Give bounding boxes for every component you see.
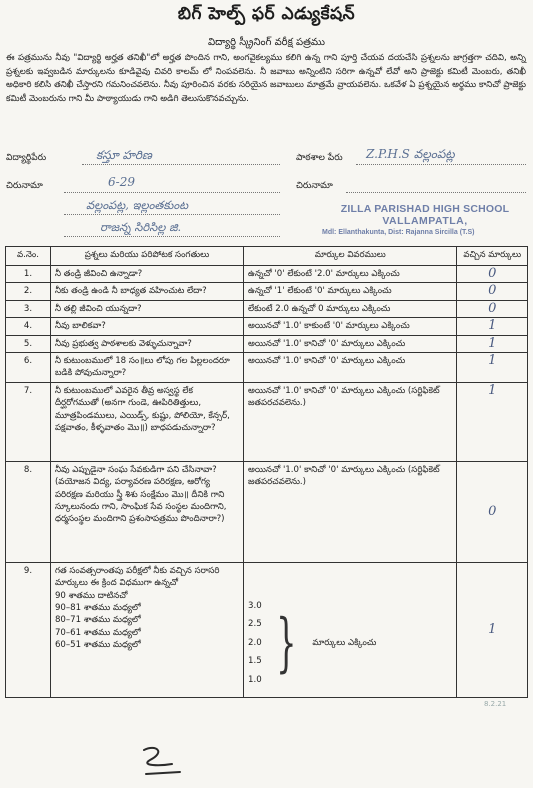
row-score[interactable]: 1 (457, 318, 528, 335)
stamp-village: VALLAMPATLA, (382, 215, 468, 227)
table-row (6, 353, 528, 383)
mark-value: 3.0 (248, 600, 262, 611)
stamp-district: Mdl: Ellanthakunta, Dist: Rajanna Sircilla (T.S) (322, 229, 475, 236)
row-score[interactable]: 0 (457, 266, 528, 283)
school-name-line (356, 164, 526, 165)
table-row (6, 300, 528, 317)
address-value-1[interactable]: 6-29 (108, 175, 135, 189)
row-marks-rule: అయినచో '1.0' కానిచో '0' మార్కులు ఎక్కించు (244, 353, 457, 383)
marks-label: మార్కులు ఎక్కించు (312, 637, 377, 648)
curly-brace-icon: } (275, 606, 297, 681)
row-score[interactable]: 1 (457, 562, 528, 697)
table-row (6, 318, 528, 335)
range-item: 90 శాతము దాటినచో (54, 590, 128, 601)
row-marks-rule: అయినచో '1.0' కానిచో '0' మార్కులు ఎక్కించు (సర్టిఫికెట్ జతపరచవలెను.) (244, 461, 457, 562)
row-score[interactable]: 0 (457, 461, 528, 562)
header-marks-obtained: వచ్చిన మార్కులు (457, 247, 528, 266)
row-question-intro: గత సంవత్సరాంతపు పరీక్షలో నీకు వచ్చిన సరాసరి మార్కులు ఈ క్రింద విధముగా ఉన్నచో (54, 565, 220, 589)
row-marks-rule: అయినచో '1.0' కాకుంటే '0' మార్కులు ఎక్కించు (244, 318, 457, 335)
stamp-school-name: ZILLA PARISHAD HIGH SCHOOL (340, 203, 510, 215)
form-subtitle: విద్యార్థి స్క్రీనింగ్ వరీక్ష పత్రము (208, 37, 325, 48)
table-row (6, 335, 528, 352)
row-number: 4. (6, 318, 51, 335)
range-item: 80–71 శాతము మధ్యలో (54, 615, 141, 626)
table-row (6, 283, 528, 300)
row-marks-rule: అయినచో '1.0' కానిచో '0' మార్కులు ఎక్కించు (244, 335, 457, 352)
signature-mark (136, 744, 196, 784)
row-marks-rule: ఉన్నచో '0' లేకుంటే '2.0' మార్కులు ఎక్కించు (244, 266, 457, 283)
row-score[interactable]: 0 (457, 300, 528, 317)
row-number: 2. (6, 283, 51, 300)
row-number: 6. (6, 353, 51, 383)
school-address-label: చిరునామా (296, 181, 333, 191)
table-header-row (6, 247, 528, 266)
row-question-9 (50, 562, 243, 697)
row-number: 3. (6, 300, 51, 317)
row-question: నీ కుటుంబములో 18 సం॥లు లోపు గల పిల్లలందరూ బడికి పోవుచున్నారా? (50, 353, 243, 383)
row-question: నీ కుటుంబములో ఎవరైన తీవ్ర అస్వస్థ లేక దీర్ఘరోగముతో (అనగా గుండె, ఊపిరితిత్తులు, మూత్రపిండములు, ఎయిడ్స్, కుష్టు, పోలియో, కేన్సర్, పక్షవాతం, కీళ్ళవాతం మొ॥) బాధపడుచున్నారా? (50, 382, 243, 461)
questions-table (5, 246, 528, 698)
mark-value: 2.0 (248, 637, 262, 648)
marks-values (248, 597, 262, 690)
range-item: 70–61 శాతము మధ్యలో (54, 627, 141, 638)
table-row (6, 461, 528, 562)
table-row (6, 266, 528, 283)
school-name-value[interactable]: Z.P.H.S వల్లంపట్ల (366, 147, 455, 161)
mark-value: 1.0 (248, 674, 262, 685)
row-number: 8. (6, 461, 51, 562)
row-score[interactable]: 1 (457, 335, 528, 352)
row-marks-rule: ఉన్నచో '1' లేకుంటే '0' మార్కులు ఎక్కించు (244, 283, 457, 300)
school-name-label: పాఠశాల పేరు (296, 153, 343, 163)
row-marks-rule: అయినచో '1.0' కానిచో '0' మార్కులు ఎక్కించు (సర్టిఫికెట్ జతపరచవలెను.) (244, 382, 457, 461)
row-question: నీవు ప్రభుత్వ పాఠశాలకు వెళ్ళుచున్నావా? (50, 335, 243, 352)
row-question: నీ తండ్రి జీవించి ఉన్నాడా? (50, 266, 243, 283)
row-score[interactable]: 1 (457, 382, 528, 461)
row-score[interactable]: 1 (457, 353, 528, 383)
row-marks-rule: లేకుంటే 2.0 ఉన్నచో 0 మార్కులు ఎక్కించు (244, 300, 457, 317)
row-question: నీవు బాలికవా? (50, 318, 243, 335)
row-question: నీ తల్లి జీవించి యున్నదా? (50, 300, 243, 317)
row-number: 5. (6, 335, 51, 352)
mark-value: 1.5 (248, 656, 262, 667)
address-label: చిరునామా (6, 181, 43, 191)
row-number: 1. (6, 266, 51, 283)
row-score[interactable]: 0 (457, 283, 528, 300)
mark-value: 2.5 (248, 619, 262, 630)
corner-date-note: 8.2.21 (484, 700, 507, 708)
table-row (6, 562, 528, 697)
form-title: బిగ్ హెల్ప్ ఫర్ ఎడ్యుకేషన్ (177, 4, 356, 24)
row-question: నీవు ఎప్పుడైనా సంఘ సేవకుడిగా పని చేసినావా? (వయోజన విద్య, పర్యావరణ పరిరక్షణ, ఆరోగ్య పరిరక్షణ మరియు స్త్రీ శిశు సంక్షేమం మొ॥ దీనికి గాని స్కూలునందు గాని, సాంఘిక సేవ సంస్థల మందిగాని, ధర్మసంస్థల మందిగాని ప్రశంసాపత్రము పొందినారా?) (50, 461, 243, 562)
address-line-1 (64, 192, 280, 193)
header-question: ప్రశ్నలు మరియు పరిపోటక సంగతులు (50, 247, 243, 266)
row-question: నీకు తండ్రి ఉండి నీ బాధ్యత వహించుట లేదా? (50, 283, 243, 300)
address-value-3[interactable]: రాజన్న సిరిసిల్ల జి. (100, 220, 182, 234)
school-address-line (346, 192, 526, 193)
marks-range-group (248, 597, 452, 690)
row-marks-rule-9 (244, 562, 457, 697)
header-serial: వ.నెం. (6, 247, 51, 266)
student-name-value[interactable]: కస్తూ హరిణ (96, 148, 152, 162)
student-name-label: విద్యార్థిపేరు (6, 153, 47, 163)
row-number: 9. (6, 562, 51, 697)
table-row (6, 382, 528, 461)
range-item: 60–51 శాతము మధ్యలో (54, 640, 141, 651)
instructions-paragraph: ఈ పత్రమును నీవు "విద్యార్థి అర్హత తనిఖీ"లో అర్హత పొందిన గాని, అంగవైకల్యము కలిగి ఉన్న గాని పూర్తి చేయవ దయచేసి ప్రశ్నలను జాగ్రత్తగా చదివి, అన్ని ప్రశ్నలకు ఇవ్వబడిన మార్కులను కూడివైవు చివరి కాలమ్ లో నింపవలెను. నీ జవాబు అన్నింటిని సరిగా ఉన్నవో లేవో అని ప్రాజెక్టు కమిటీ మెంబరు, తనిఖీ అధికారి కలిసి తనిఖీ చేస్తారని గమనించవలెను. నీవు పూరించిన వరకు సరియైన జవాబులు మాత్రమే వ్రాయవలెను. ఒకవేళ ఏ ప్రశ్నయైన అర్థము కానిచో ప్రాజెక్టు కమిటీ మెంబరును గాని మీ పాఠ్యాయుడు గాని అడిగి తెలుసుకొనవచ్చును. (6, 53, 526, 104)
range-item: 90–81 శాతము మధ్యలో (54, 603, 141, 614)
header-marks-details: మార్కుల వివరములు (244, 247, 457, 266)
address-value-2[interactable]: వల్లంపట్ల, ఇల్లంతకుంట (86, 198, 189, 212)
school-stamp (322, 203, 528, 236)
row-number: 7. (6, 382, 51, 461)
